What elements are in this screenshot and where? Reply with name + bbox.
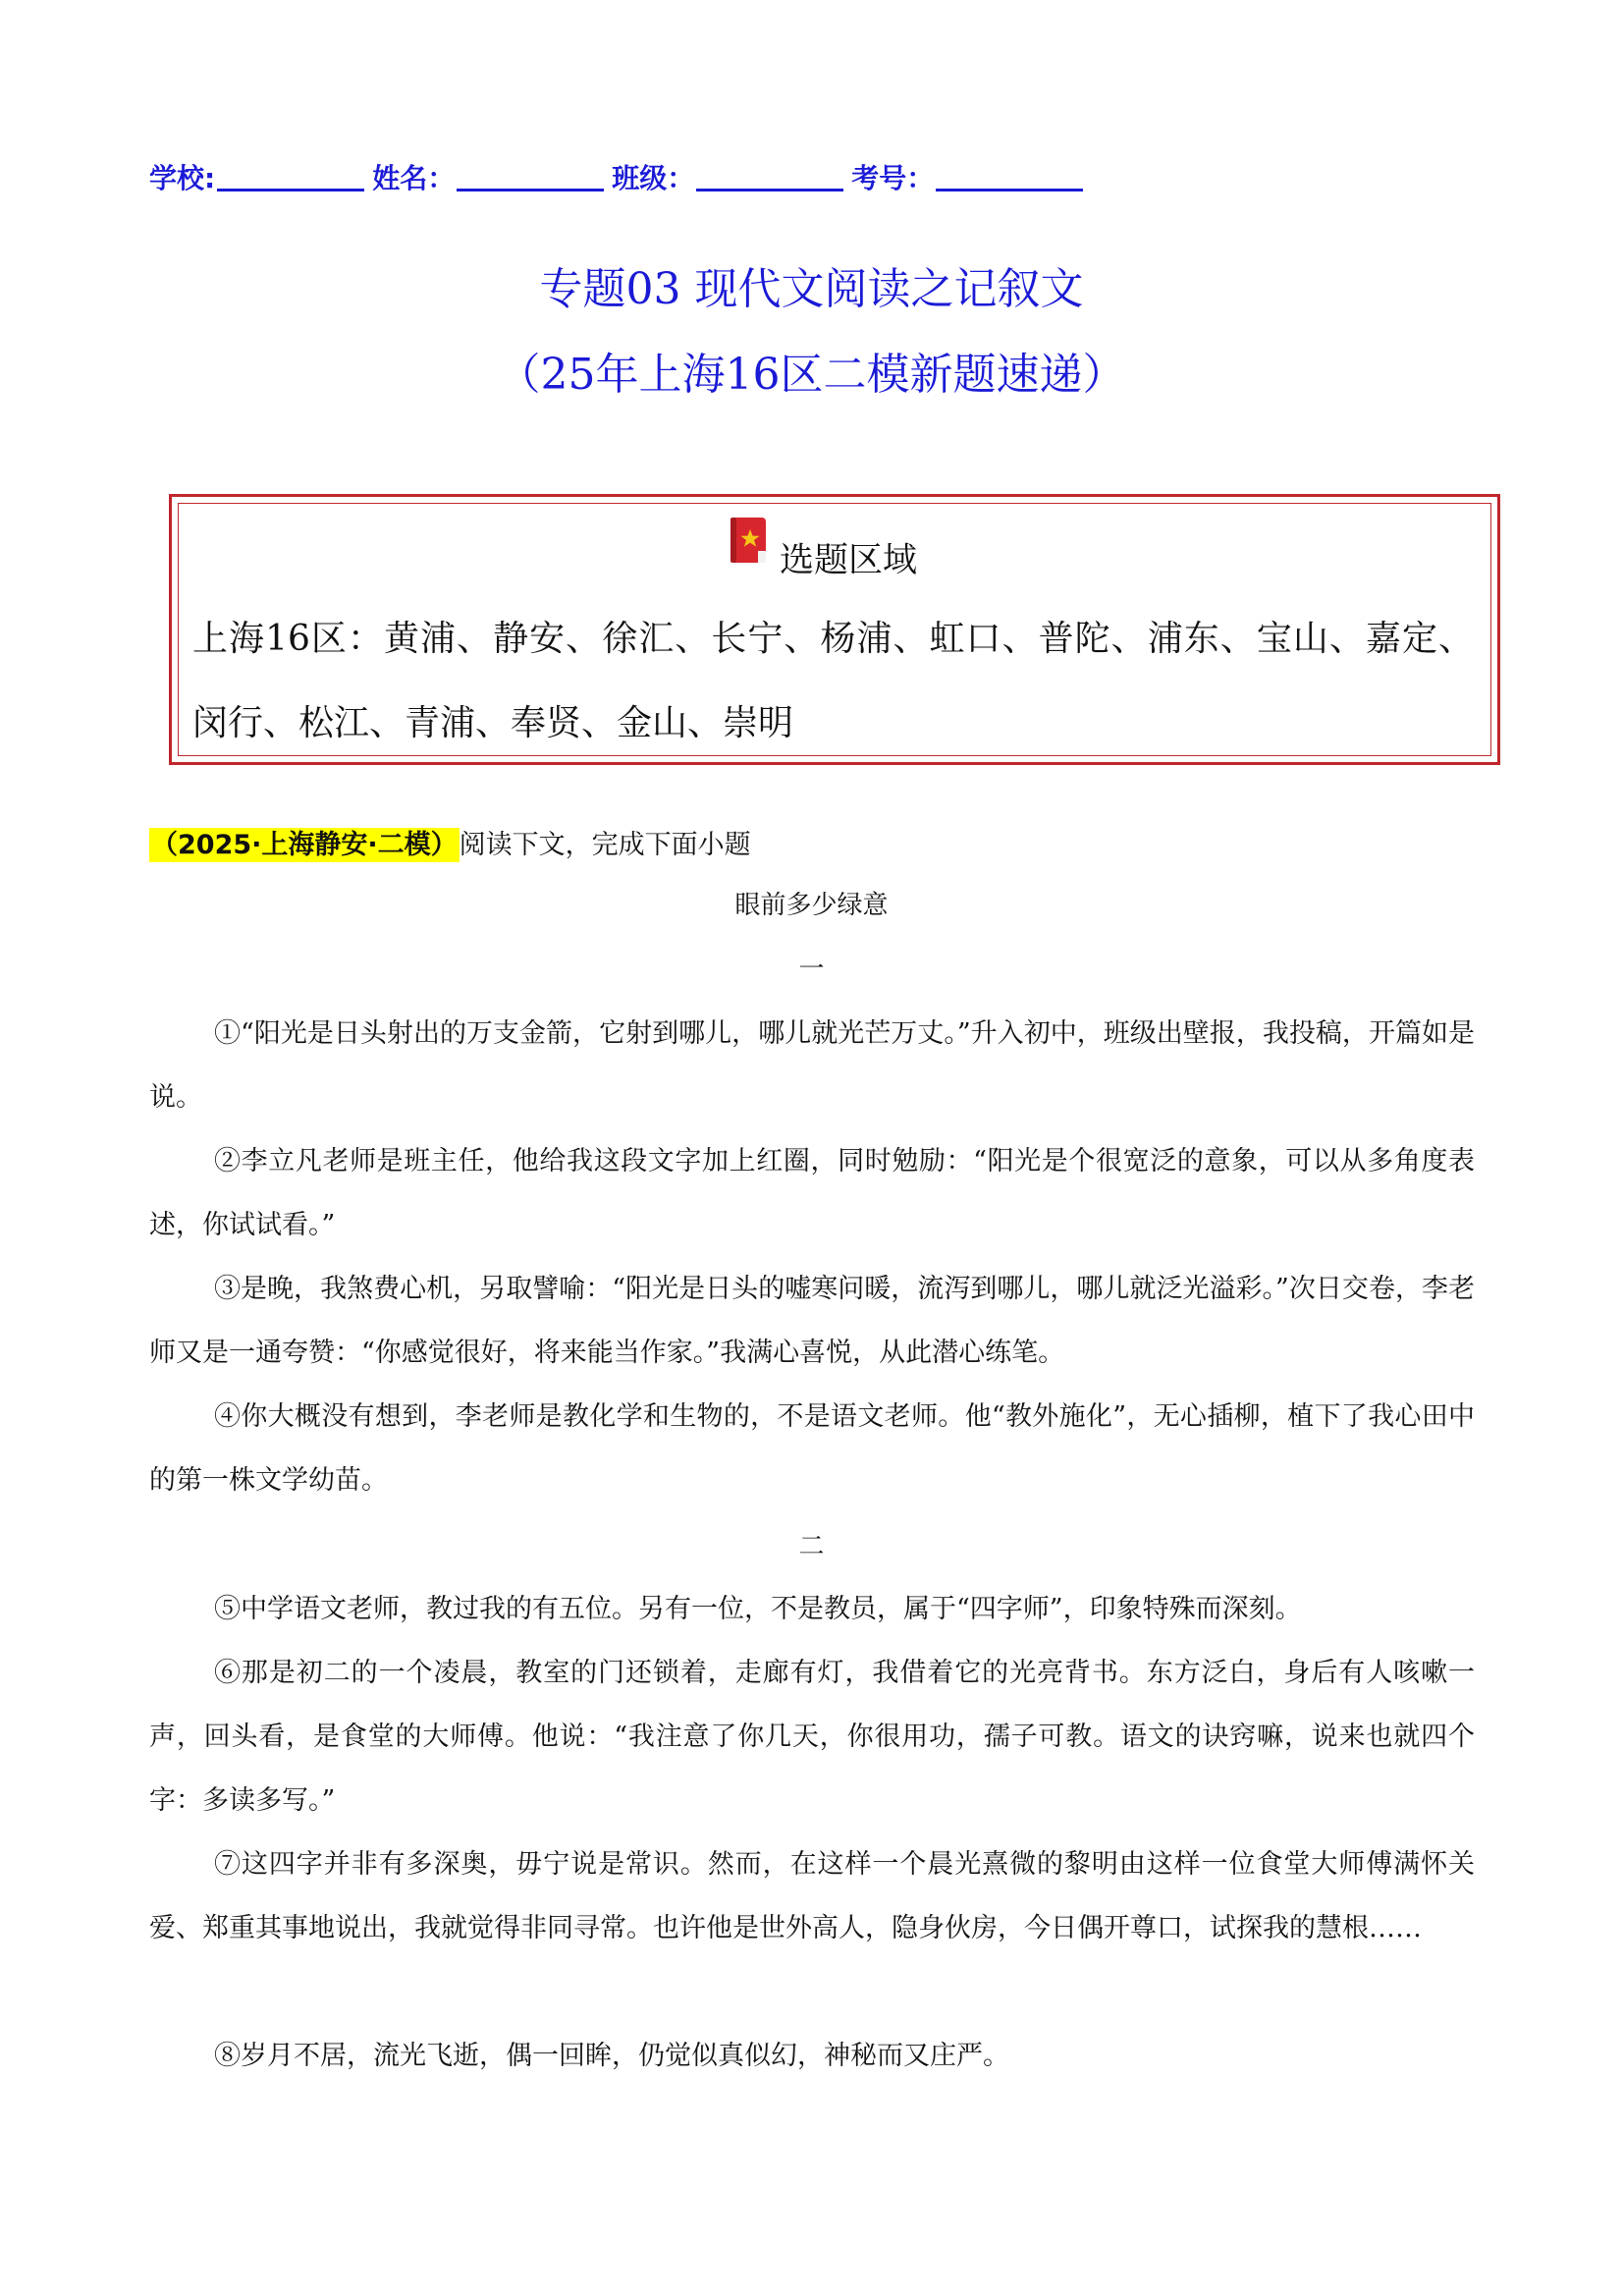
class-blank[interactable] bbox=[696, 161, 843, 191]
number-blank[interactable] bbox=[936, 161, 1083, 191]
school-label: 学校: bbox=[149, 162, 216, 194]
page-subtitle: （25年上海16区二模新题速递） bbox=[497, 350, 1126, 400]
section-one-mark: 一 bbox=[798, 955, 825, 984]
number-label: 考号： bbox=[851, 162, 935, 194]
essay-paragraph: ③是晚，我煞费心机，另取譬喻：“阳光是日头的嘘寒问暖，流泻到哪儿，哪儿就泛光溢彩。”次日交卷，李老师又是一通夸赞：“你感觉很好，将来能当作家。”我满心喜悦，从此潜心练笔。 bbox=[149, 1274, 1475, 1368]
essay-paragraph: ④你大概没有想到，李老师是教化学和生物的，不是语文老师。他“教外施化”，无心插柳，植下了我心田中的第一株文学幼苗。 bbox=[149, 1401, 1475, 1496]
name-blank[interactable] bbox=[457, 161, 604, 191]
name-label: 姓名： bbox=[372, 162, 456, 194]
red-book-icon bbox=[729, 516, 768, 565]
essay-paragraph: ②李立凡老师是班主任，他给我这段文字加上红圈，同时勉励：“阳光是个很宽泛的意象，可以从多角度表述，你试试看。” bbox=[149, 1146, 1475, 1240]
essay-paragraph: ⑥那是初二的一个凌晨，教室的门还锁着，走廊有灯，我借着它的光亮背书。东方泛白，身后有人咳嗽一声，回头看，是食堂的大师傅。他说：“我注意了你几天，你很用功，孺子可教。语文的诀窍嘛，说来也就四个字：多读多写。” bbox=[149, 1658, 1475, 1816]
question-source-line bbox=[149, 823, 751, 861]
region-list: 上海16区：黄浦、静安、徐汇、长宁、杨浦、虹口、普陀、浦东、宝山、嘉定、闵行、松江、青浦、奉贤、金山、崇明 bbox=[192, 619, 1474, 743]
essay-paragraph: ⑧岁月不居，流光飞逝，偶一回眸，仍觉似真似幻，神秘而又庄严。 bbox=[214, 2041, 1009, 2071]
source-tag: （2025·上海静安·二模） bbox=[151, 830, 458, 860]
essay-paragraph: ⑦这四字并非有多深奥，毋宁说是常识。然而，在这样一个晨光熹微的黎明由这样一位食堂大师傅满怀关爱、郑重其事地说出，我就觉得非同寻常。也许他是世外高人，隐身伙房，今日偶开尊口，试探我的慧根…… bbox=[149, 1849, 1475, 1943]
essay-title: 眼前多少绿意 bbox=[734, 891, 889, 920]
school-blank[interactable] bbox=[217, 161, 364, 191]
question-instruction: 阅读下文，完成下面小题 bbox=[459, 830, 751, 860]
section-two-mark: 二 bbox=[798, 1532, 825, 1561]
class-label: 班级： bbox=[612, 162, 695, 194]
essay-paragraph: ⑤中学语文老师，教过我的有五位。另有一位，不是教员，属于“四字师”，印象特殊而深刻。 bbox=[214, 1594, 1302, 1624]
essay-paragraph: ①“阳光是日头射出的万支金箭，它射到哪儿，哪儿就光芒万丈。”升入初中，班级出壁报，我投稿，开篇如是说。 bbox=[149, 1018, 1475, 1113]
page-title: 专题03 现代文阅读之记叙文 bbox=[539, 264, 1084, 314]
region-heading: 选题区域 bbox=[780, 541, 918, 580]
student-info-line bbox=[149, 157, 1091, 196]
